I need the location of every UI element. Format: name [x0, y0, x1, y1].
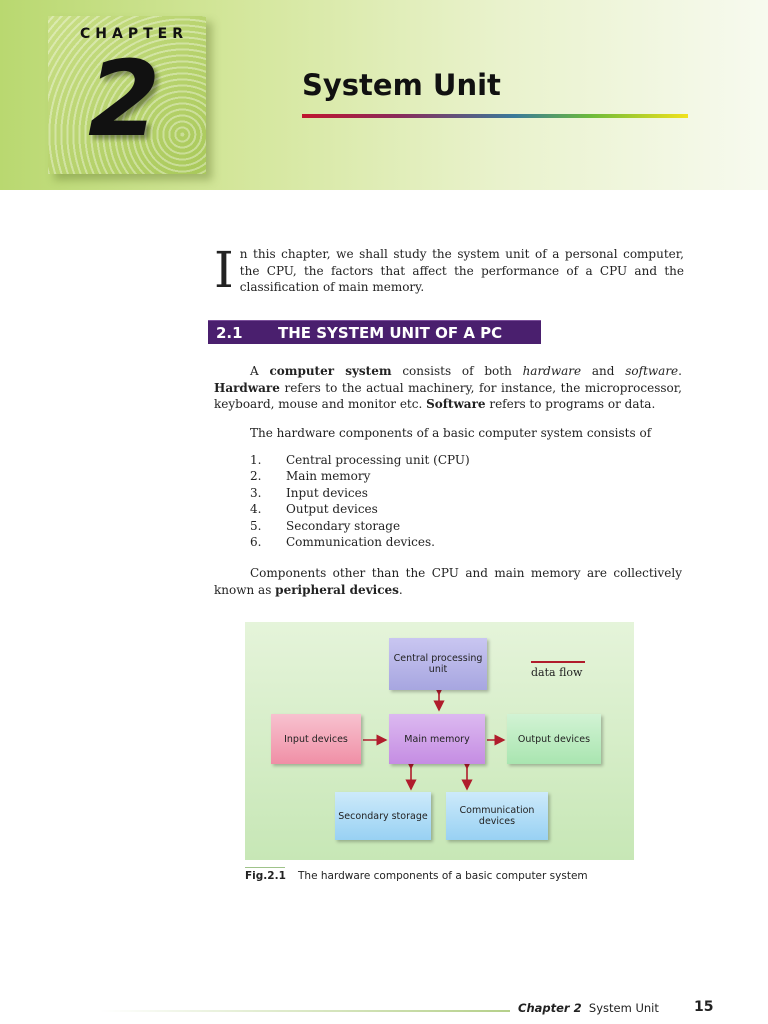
main-memory-box: Main memory [389, 714, 485, 764]
list-item [250, 501, 470, 517]
page-number: 15 [694, 999, 714, 1015]
paragraph-components-intro: The hardware components of a basic computer system consists of [250, 426, 652, 440]
caption-rule [245, 867, 285, 868]
dropcap: I [214, 241, 234, 299]
text-run: . [678, 364, 682, 378]
term-hardware: hardware [522, 364, 582, 378]
term-computer-system: computer system [269, 364, 392, 378]
list-item [250, 452, 470, 468]
list-text: Secondary storage [286, 518, 401, 533]
chapter-number: 2 [88, 38, 161, 160]
paragraph-hardware-software [214, 363, 682, 413]
footer-rule [100, 1010, 510, 1012]
paragraph-peripherals [214, 565, 682, 598]
list-number: 1. [250, 453, 262, 467]
cpu-box: Central processing unit [389, 638, 487, 690]
list-text: Main memory [286, 469, 371, 484]
footer-chapter-name: System Unit [588, 1001, 659, 1015]
footer-chapter-label: Chapter 2 [518, 1001, 582, 1015]
text-run: refers to the actual machinery, for instance, the microprocessor, keyboard, mouse and monitor etc. [214, 380, 682, 411]
caption-text: The hardware components of a basic computer system [298, 870, 588, 882]
hardware-diagram [245, 622, 634, 860]
list-number: 3. [250, 485, 262, 500]
term-software: software [625, 364, 679, 378]
section-title: THE SYSTEM UNIT OF A PC [278, 323, 503, 342]
list-item [250, 468, 470, 484]
text-run: Components other than the CPU and main memory are collectively known as [214, 566, 682, 597]
chapter-title: System Unit [302, 68, 501, 102]
list-item [250, 518, 470, 534]
list-number: 6. [250, 534, 262, 549]
legend-line [531, 661, 585, 663]
communication-devices-box: Communication devices [446, 792, 548, 840]
text-run: refers to programs or data. [485, 397, 656, 411]
caption-label: Fig.2.1 [245, 870, 286, 882]
section-heading [208, 320, 541, 344]
section-number: 2.1 [216, 323, 243, 342]
title-underline [302, 114, 688, 118]
footer-chapter [518, 1001, 659, 1015]
list-text: Central processing unit (CPU) [286, 453, 470, 467]
output-devices-box: Output devices [507, 714, 601, 764]
text-run: and [581, 364, 626, 378]
list-number: 4. [250, 502, 262, 517]
list-text: Output devices [286, 502, 378, 517]
text-run: A [250, 364, 270, 378]
list-number: 5. [250, 518, 262, 533]
text-run: . [398, 582, 403, 597]
term-hardware-bold: Hardware [214, 380, 280, 395]
legend-label: data flow [531, 666, 583, 679]
term-peripheral-devices: peripheral devices [275, 582, 399, 597]
list-text: Communication devices. [286, 534, 435, 549]
list-text: Input devices [286, 485, 368, 500]
secondary-storage-box: Secondary storage [335, 792, 431, 840]
term-software-bold: Software [426, 397, 486, 411]
chapter-number-box [48, 16, 206, 174]
list-item [250, 485, 470, 501]
intro-paragraph [214, 241, 684, 299]
input-devices-box: Input devices [271, 714, 361, 764]
list-item [250, 534, 470, 550]
chapter-word: CHAPTER [80, 26, 188, 42]
intro-text: n this chapter, we shall study the system unit of a personal computer, the CPU, the factors that affect the performance of a CPU and the classification of main memory. [239, 247, 684, 294]
hardware-list [250, 452, 470, 550]
list-number: 2. [250, 469, 262, 484]
text-run: consists of both [391, 364, 523, 378]
